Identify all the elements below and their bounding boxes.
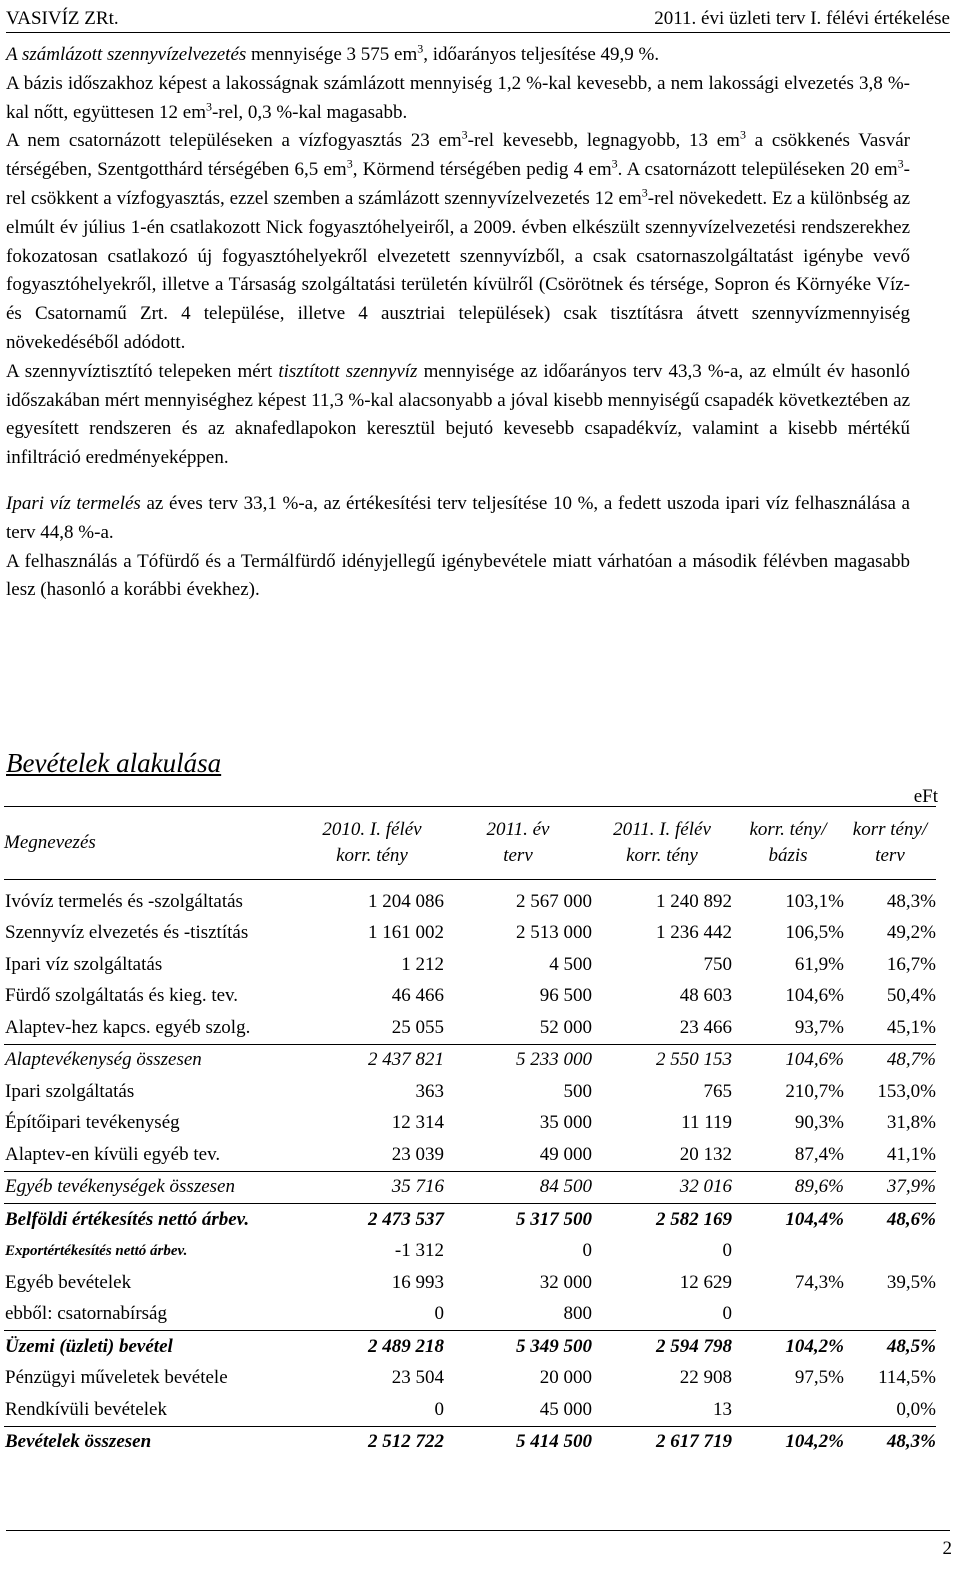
table-row [4, 1171, 936, 1204]
row-label: Üzemi (üzleti) bevétel [4, 1331, 300, 1363]
cell-value: 0 [434, 1398, 444, 1420]
cell-value: 89,6% [732, 1171, 844, 1204]
table-row [4, 1076, 936, 1108]
cell-value [732, 1394, 844, 1426]
cell-value: 1 212 [401, 953, 444, 975]
cell-value: 363 [415, 1080, 444, 1102]
term-billed-wastewater: A számlázott szennyvízelvezetés [6, 44, 247, 65]
row-label: Ivóvíz termelés és -szolgáltatás [5, 890, 243, 912]
column-header [300, 807, 444, 880]
cell-value: 16,7% [886, 953, 936, 975]
column-header [444, 807, 592, 880]
cell-value: 12 629 [679, 1271, 732, 1293]
row-label: Pénzügyi műveletek bevétele [5, 1367, 228, 1389]
row-label: Alaptev-en kívüli egyéb tev. [5, 1143, 221, 1165]
cell-value: 104,4% [732, 1204, 844, 1236]
row-label: Szennyvíz elvezetés és -tisztítás [5, 922, 249, 944]
table-row [4, 1108, 936, 1140]
text: -rel, 0,3 %-kal magasabb. [211, 101, 408, 123]
table-row [4, 949, 936, 981]
cell-value: 2 489 218 [300, 1331, 444, 1363]
text: , Körmend térségében pedig 4 em [352, 159, 612, 181]
column-header-text: terv [503, 845, 533, 866]
cell-value: 41,1% [886, 1143, 936, 1165]
section-title: Bevételek alakulása [6, 748, 222, 778]
cell-value: 90,3% [794, 1112, 844, 1134]
cell-value: 50,4% [886, 985, 936, 1007]
text: , időarányos teljesítése 49,9 %. [423, 44, 660, 65]
row-label: Bevételek összesen [4, 1426, 300, 1458]
sup: 3 [641, 185, 648, 200]
cell-value: 2 594 798 [592, 1331, 732, 1363]
cell-value: 13 [713, 1398, 732, 1420]
text: . A csatornázott településeken 20 em [617, 159, 898, 181]
cell-value: 103,1% [785, 890, 844, 912]
cell-value: 5 349 500 [444, 1331, 592, 1363]
table-row [4, 1426, 936, 1458]
cell-value: 104,2% [732, 1426, 844, 1458]
company-name: VASIVÍZ ZRt. [6, 8, 119, 29]
column-header [844, 807, 936, 880]
cell-value: 96 500 [539, 985, 592, 1007]
paragraph-treated-wastewater [6, 358, 910, 473]
footer-rule [6, 1530, 950, 1531]
row-label: Exportértékesítés nettó árbev. [5, 1242, 188, 1259]
cell-value: 23 504 [391, 1367, 444, 1389]
cell-value: 22 908 [679, 1367, 732, 1389]
cell-value: 20 132 [679, 1143, 732, 1165]
sup: 3 [611, 156, 618, 171]
row-label: Ipari víz szolgáltatás [5, 953, 163, 975]
row-label: ebből: csatornabírság [5, 1303, 167, 1325]
cell-value: 2 582 169 [592, 1204, 732, 1236]
row-label: Építőipari tevékenység [5, 1112, 180, 1134]
cell-value: 35 000 [539, 1112, 592, 1134]
cell-value: 11 119 [681, 1112, 732, 1134]
cell-value [732, 1299, 844, 1331]
row-label: Egyéb bevételek [5, 1271, 132, 1293]
table-row [4, 1236, 936, 1268]
cell-value: 48,7% [844, 1044, 936, 1076]
cell-value: 45,1% [886, 1016, 936, 1038]
table-row [4, 981, 936, 1013]
column-header-text: bázis [768, 845, 808, 866]
sup: 3 [346, 156, 353, 171]
table-row [4, 1394, 936, 1426]
cell-value: 0 [434, 1303, 444, 1325]
cell-value: 1 161 002 [368, 922, 444, 944]
cell-value: 23 466 [679, 1016, 732, 1038]
text: mennyisége 3 575 em [246, 44, 418, 65]
cell-value: 2 512 722 [300, 1426, 444, 1458]
row-label: Egyéb tevékenységek összesen [4, 1171, 300, 1204]
cell-value: 5 317 500 [444, 1204, 592, 1236]
table-body [4, 880, 936, 1459]
column-header-text: terv [875, 845, 905, 866]
column-header-text: korr. tény/ [749, 819, 827, 840]
table-row [4, 1012, 936, 1044]
cell-value: 74,3% [794, 1271, 844, 1293]
column-header-text: 2010. I. félév [322, 819, 422, 840]
cell-value: 765 [703, 1080, 732, 1102]
cell-value: 500 [563, 1080, 592, 1102]
cell-value: 0,0% [896, 1398, 936, 1420]
cell-value [844, 1236, 936, 1268]
cell-value: 97,5% [794, 1367, 844, 1389]
cell-value: 800 [563, 1303, 592, 1325]
cell-value: 48 603 [679, 985, 732, 1007]
cell-value: 0 [582, 1240, 592, 1262]
column-header [4, 807, 300, 880]
body-text [6, 41, 910, 605]
row-label: Alaptevékenység összesen [4, 1044, 300, 1076]
cell-value [732, 1236, 844, 1268]
row-label: Alaptev-hez kapcs. egyéb szolg. [5, 1016, 251, 1038]
cell-value: 32 000 [539, 1271, 592, 1293]
text: -rel kevesebb, legnagyobb, 13 em [467, 130, 740, 152]
cell-value: 210,7% [785, 1080, 844, 1102]
cell-value: 39,5% [886, 1271, 936, 1293]
sup: 3 [461, 128, 468, 143]
cell-value: 23 039 [391, 1143, 444, 1165]
column-header-text: 2011. év [486, 819, 550, 840]
cell-value: 16 993 [391, 1271, 444, 1293]
cell-value: 153,0% [877, 1080, 936, 1102]
text: A felhasználás a Tófürdő és a Termálfürdő idényjellegű igénybevétele miatt várhatóan a második félévben magasabb lesz (hasonló a korábbi évekhez). [6, 550, 910, 601]
table-row [4, 1267, 936, 1299]
cell-value: 31,8% [886, 1112, 936, 1134]
cell-value: 104,2% [732, 1331, 844, 1363]
cell-value: 61,9% [794, 953, 844, 975]
cell-value: -1 312 [394, 1240, 444, 1262]
row-label: Fürdő szolgáltatás és kieg. tev. [5, 985, 239, 1007]
column-header-text: 2011. I. félév [613, 819, 711, 840]
cell-value: 48,3% [886, 890, 936, 912]
row-label: Ipari szolgáltatás [5, 1080, 135, 1102]
text: az éves terv 33,1 %-a, az értékesítési terv teljesítése 10 %, a fedett uszoda ipari víz felhasználása a terv 44,8 %-a. [6, 492, 910, 543]
cell-value [844, 1299, 936, 1331]
cell-value: 104,6% [785, 985, 844, 1007]
cell-value: 0 [722, 1240, 732, 1262]
text: A szennyvíztisztító telepeken mért [6, 360, 279, 382]
cell-value: 2 473 537 [300, 1204, 444, 1236]
table-row [4, 1204, 936, 1236]
text: -rel növekedett. Ez a különbség az elmúlt év július 1-én csatlakozott Nick fogyasztóhelyeiről, a 2009. évben elkészült szennyvízelvezetési rendszerekhez fokozatosan csatlakozó új fogyasztóhelyekről elvezetett szennyvízből, a csak csatornaszolgáltatást igénybe vevő fogyasztóhelyekről, illetve a Társaság szolgáltatási területén kívülről (Csörötnek és térsége, Sopron és Környéke Víz- és Csatornamű Zrt. 4 települése, illetve 4 ausztriai települések) csak tisztításra átvett szennyvízmennyiség növekedéséből adódott. [6, 187, 910, 353]
cell-value: 84 500 [444, 1171, 592, 1204]
cell-value: 49 000 [539, 1143, 592, 1165]
cell-value: 2 567 000 [516, 890, 592, 912]
column-header [732, 807, 844, 880]
column-header [592, 807, 732, 880]
cell-value: 104,6% [732, 1044, 844, 1076]
cell-value: 1 236 442 [656, 922, 732, 944]
text: -rel csökkent a vízfogyasztás, ezzel szemben a számlázott szennyvízelvezetés 12 em [6, 159, 910, 209]
unit-label: eFt [913, 786, 938, 807]
cell-value: 2 513 000 [516, 922, 592, 944]
revenue-table [4, 806, 936, 1458]
cell-value: 46 466 [391, 985, 444, 1007]
cell-value: 2 437 821 [300, 1044, 444, 1076]
term-industrial-water: Ipari víz termelés [6, 492, 141, 514]
page-number: 2 [942, 1538, 952, 1559]
cell-value: 5 414 500 [444, 1426, 592, 1458]
cell-value: 2 617 719 [592, 1426, 732, 1458]
cell-value: 20 000 [539, 1367, 592, 1389]
sup: 3 [897, 156, 904, 171]
cell-value: 49,2% [886, 922, 936, 944]
cell-value: 25 055 [391, 1016, 444, 1038]
table-row [4, 1044, 936, 1076]
cell-value: 37,9% [844, 1171, 936, 1204]
column-header-text: korr. tény [626, 845, 698, 866]
cell-value: 2 550 153 [592, 1044, 732, 1076]
table-row [4, 1331, 936, 1363]
table-header-row [4, 807, 936, 880]
table-row [4, 1299, 936, 1331]
paragraph-wastewater [6, 41, 910, 358]
table-row [4, 918, 936, 950]
text: A bázis időszakhoz képest a lakosságnak számlázott mennyiség 1,2 %-kal kevesebb, a nem lakossági elvezetés 3,8 %-kal nőtt, együttesen 12 em [6, 72, 910, 123]
sup: 3 [739, 128, 746, 143]
cell-value: 1 240 892 [656, 890, 732, 912]
column-header-text: korr. tény [336, 845, 408, 866]
text: A nem csatornázott településeken a vízfogyasztás 23 em [6, 130, 462, 152]
text: a csökkenés Vasvár térségében, Szentgotthárd térségében 6,5 em [6, 130, 910, 181]
row-label: Rendkívüli bevételek [5, 1398, 167, 1420]
cell-value: 87,4% [794, 1143, 844, 1165]
sup: 3 [205, 99, 212, 114]
text: mennyisége az időarányos terv 43,3 %-a, az elmúlt év hasonló időszakában mért mennyiséghez képest 11,3 %-kal alacsonyabb a jóval kisebb mennyiségű csapadék következtében az egyesített rendszeren és az aknafedlapokon keresztül bejutó kevesebb csapadékvíz, valamint a kisebb mértékű infiltráció eredményeképpen. [6, 360, 910, 469]
cell-value: 48,5% [844, 1331, 936, 1363]
page-header [6, 6, 950, 33]
document-title: 2011. évi üzleti terv I. félévi értékelése [654, 8, 950, 29]
row-label: Belföldi értékesítés nettó árbev. [4, 1204, 300, 1236]
table-row [4, 880, 936, 918]
cell-value: 106,5% [785, 922, 844, 944]
column-header-text: Megnevezés [4, 832, 96, 853]
cell-value: 4 500 [549, 953, 592, 975]
cell-value: 0 [722, 1303, 732, 1325]
cell-value: 1 204 086 [368, 890, 444, 912]
cell-value: 12 314 [391, 1112, 444, 1134]
cell-value: 35 716 [300, 1171, 444, 1204]
cell-value: 5 233 000 [444, 1044, 592, 1076]
cell-value: 45 000 [539, 1398, 592, 1420]
paragraph-industrial-water [6, 490, 910, 605]
cell-value: 750 [703, 953, 732, 975]
column-header-text: korr tény/ [852, 819, 928, 840]
cell-value: 48,3% [844, 1426, 936, 1458]
cell-value: 93,7% [794, 1016, 844, 1038]
term-treated-wastewater: tisztított szennyvíz [278, 360, 418, 382]
table-row [4, 1363, 936, 1395]
cell-value: 48,6% [844, 1204, 936, 1236]
cell-value: 32 016 [592, 1171, 732, 1204]
table-row [4, 1139, 936, 1171]
cell-value: 52 000 [539, 1016, 592, 1038]
cell-value: 114,5% [878, 1367, 936, 1389]
sup: 3 [417, 41, 424, 56]
